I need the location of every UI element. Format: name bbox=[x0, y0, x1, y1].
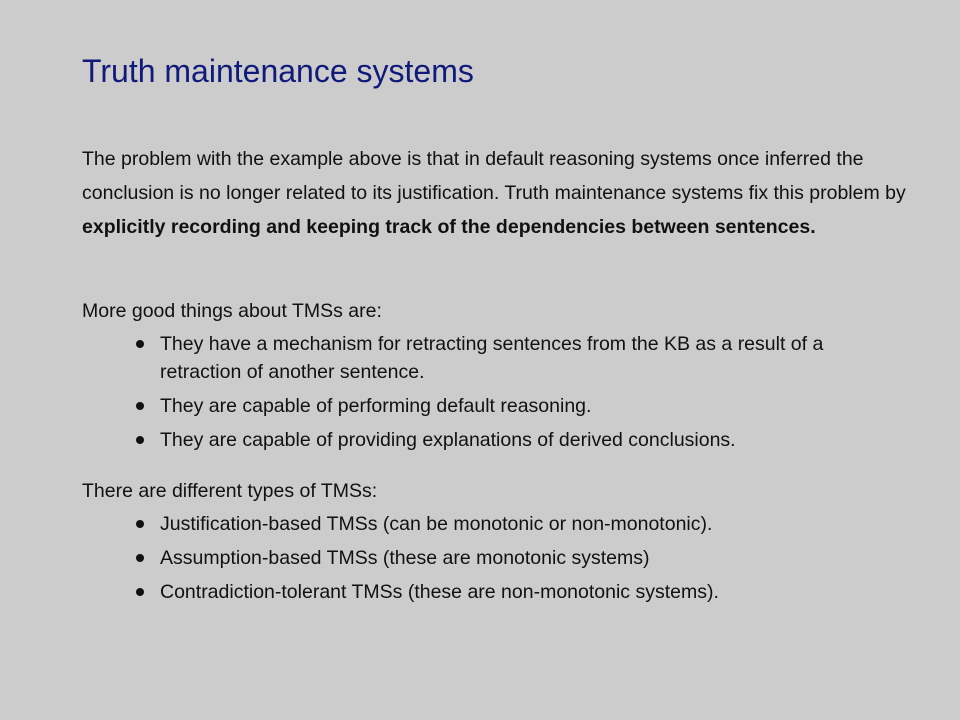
list-item-text: They are capable of providing explanations of derived conclusions. bbox=[160, 429, 736, 451]
list-item-text: Contradiction-tolerant TMSs (these are non-monotonic systems). bbox=[160, 581, 719, 603]
slide-title: Truth maintenance systems bbox=[82, 53, 474, 89]
intro-paragraph bbox=[82, 142, 912, 244]
good-things-heading: More good things about TMSs are: bbox=[82, 300, 382, 322]
list-item-text: Justification-based TMSs (can be monotonic or non-monotonic). bbox=[160, 513, 713, 535]
list-item-text: Assumption-based TMSs (these are monotonic systems) bbox=[160, 547, 650, 569]
bullet-icon bbox=[136, 588, 144, 596]
bullet-icon bbox=[136, 340, 144, 348]
list-item-text: They are capable of performing default reasoning. bbox=[160, 395, 592, 417]
good-things-list bbox=[160, 330, 900, 460]
list-item bbox=[160, 510, 900, 538]
list-item bbox=[160, 578, 900, 606]
bullet-icon bbox=[136, 436, 144, 444]
bullet-icon bbox=[136, 402, 144, 410]
bullet-icon bbox=[136, 520, 144, 528]
bullet-icon bbox=[136, 554, 144, 562]
list-item bbox=[160, 426, 900, 454]
list-item bbox=[160, 330, 900, 386]
list-item-text: They have a mechanism for retracting sentences from the KB as a result of a retraction of another sentence. bbox=[160, 333, 824, 383]
tms-types-heading: There are different types of TMSs: bbox=[82, 480, 378, 502]
list-item bbox=[160, 392, 900, 420]
tms-types-list bbox=[160, 510, 900, 612]
intro-text: The problem with the example above is that in default reasoning systems once inferred the conclusion is no longer related to its justification. Truth maintenance systems fix this problem by bbox=[82, 148, 906, 204]
intro-bold-text: explicitly recording and keeping track of the dependencies between sentences. bbox=[82, 216, 816, 238]
list-item bbox=[160, 544, 900, 572]
